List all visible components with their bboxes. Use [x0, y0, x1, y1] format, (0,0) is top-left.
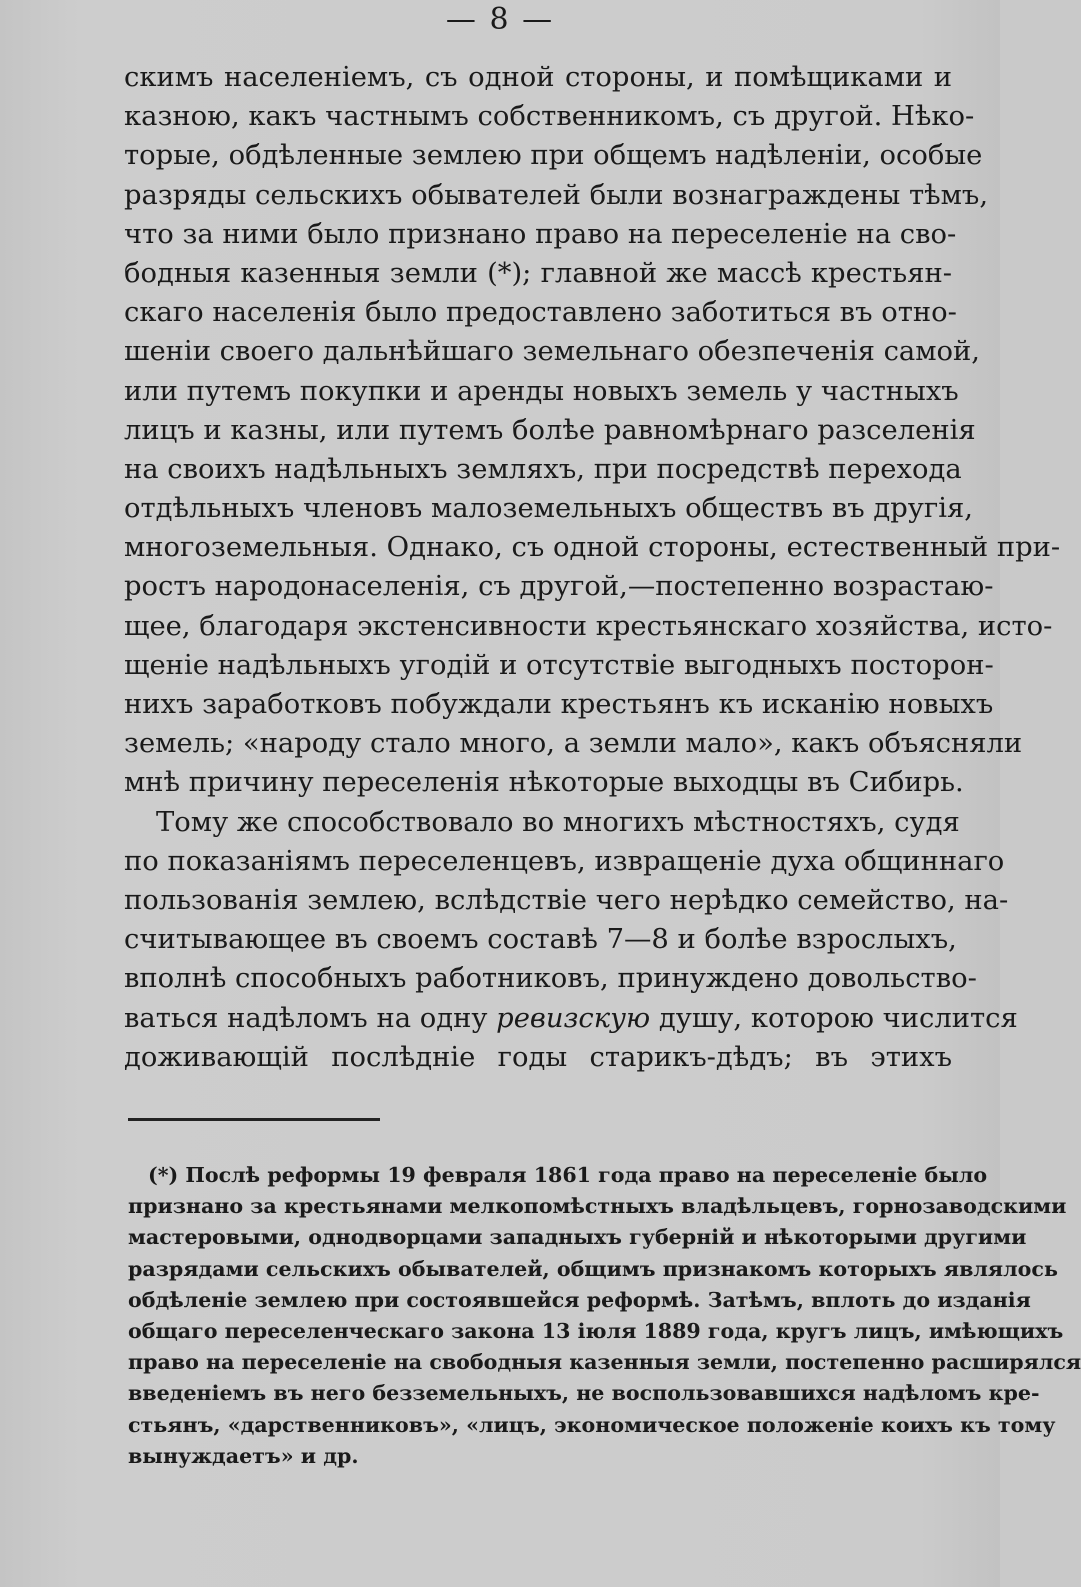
text-segment: ваться надѣломъ на одну — [124, 1002, 497, 1034]
text-line: лицъ и казны, или путемъ болѣе равномѣрнаго разселенія — [124, 414, 976, 446]
text-line: ростъ народонаселенія, съ другой,—постепенно возрастаю- — [124, 571, 994, 603]
text-line: бодныя казенныя земли (*); главной же массѣ крестьян- — [124, 257, 952, 289]
text-line: многоземельныя. Однако, съ одной стороны, естественный при- — [124, 532, 1061, 564]
text-line: земель; «народу стало много, а земли мало», какъ объясняли — [124, 728, 1023, 760]
italic-word: ревизскую — [496, 1002, 651, 1034]
text-line: разряды сельскихъ обывателей были вознаграждены тѣмъ, — [124, 179, 989, 211]
text-line: пользованія землею, вслѣдствіе чего нерѣдко семейство, на- — [124, 884, 1009, 916]
footnote-line: мастеровыми, однодворцами западныхъ губерній и нѣкоторыми другими — [128, 1225, 1027, 1250]
text-line: считывающее въ своемъ составѣ 7—8 и болѣе взрослыхъ, — [124, 924, 957, 956]
text-line: вполнѣ способныхъ работниковъ, принуждено довольство- — [124, 963, 977, 995]
text-line: шеніи своего дальнѣйшаго земельнаго обезпеченія самой, — [124, 336, 980, 368]
page-number: — 8 — — [445, 2, 555, 37]
footnote-divider — [128, 1118, 380, 1121]
footnote-line: введеніемъ въ него безземельныхъ, не воспользовавшихся надѣломъ кре- — [128, 1381, 1040, 1406]
text-line: мнѣ причину переселенія нѣкоторые выходцы въ Сибирь. — [124, 767, 964, 799]
text-line: нихъ заработковъ побуждали крестьянъ къ исканію новыхъ — [124, 689, 994, 720]
footnote-line: обдѣленіе землею при состоявшейся реформѣ. Затѣмъ, вплоть до изданія — [128, 1287, 1031, 1312]
text-line: что за ними было признано право на переселеніе на сво- — [124, 218, 957, 250]
text-line: щее, благодаря экстенсивности крестьянскаго хозяйства, исто- — [124, 610, 1053, 642]
footnote-line: право на переселеніе на свободныя казенныя земли, постепенно расширялся — [128, 1350, 1081, 1375]
footnote-line: признано за крестьянами мелкопомѣстныхъ владѣльцевъ, горнозаводскими — [128, 1194, 1067, 1219]
text-line: казною, какъ частнымъ собственникомъ, съ другой. Нѣко- — [124, 101, 975, 133]
text-line: доживающій послѣдніе годы старикъ-дѣдъ; въ этихъ — [124, 1041, 952, 1073]
body-text — [124, 58, 1061, 1077]
text-line: отдѣльныхъ членовъ малоземельныхъ обществъ въ другія, — [124, 493, 974, 525]
footnote-line: вынуждаетъ» и др. — [128, 1443, 359, 1468]
text-segment: душу, которою числится — [650, 1002, 1018, 1034]
text-line-with-italic — [124, 999, 1018, 1038]
text-line: щеніе надѣльныхъ угодій и отсутствіе выгодныхъ посторон- — [124, 649, 994, 681]
text-line: Тому же способствовало во многихъ мѣстностяхъ, судя — [156, 806, 960, 838]
footnote-line: общаго переселенческаго закона 13 іюля 1889 года, кругъ лицъ, имѣющихъ — [128, 1318, 1064, 1343]
text-line: или путемъ покупки и аренды новыхъ земель у частныхъ — [124, 375, 959, 407]
footnote-line: (*) Послѣ реформы 19 февраля 1861 года право на переселеніе было — [148, 1163, 988, 1187]
text-line: на своихъ надѣльныхъ земляхъ, при посредствѣ перехода — [124, 453, 962, 485]
footnote-line: стьянъ, «дарственниковъ», «лицъ, экономическое положеніе коихъ къ тому — [128, 1412, 1056, 1437]
text-line: скимъ населеніемъ, съ одной стороны, и помѣщиками и — [124, 62, 952, 93]
text-line: скаго населенія было предоставлено заботиться въ отно- — [124, 297, 957, 329]
footnote-line: разрядами сельскихъ обывателей, общимъ признакомъ которыхъ являлось — [128, 1256, 1058, 1281]
text-line: по показаніямъ переселенцевъ, извращеніе духа общиннаго — [124, 845, 1005, 877]
footnote — [128, 1160, 1081, 1472]
text-line: торые, обдѣленные землею при общемъ надѣленіи, особые — [124, 140, 983, 172]
